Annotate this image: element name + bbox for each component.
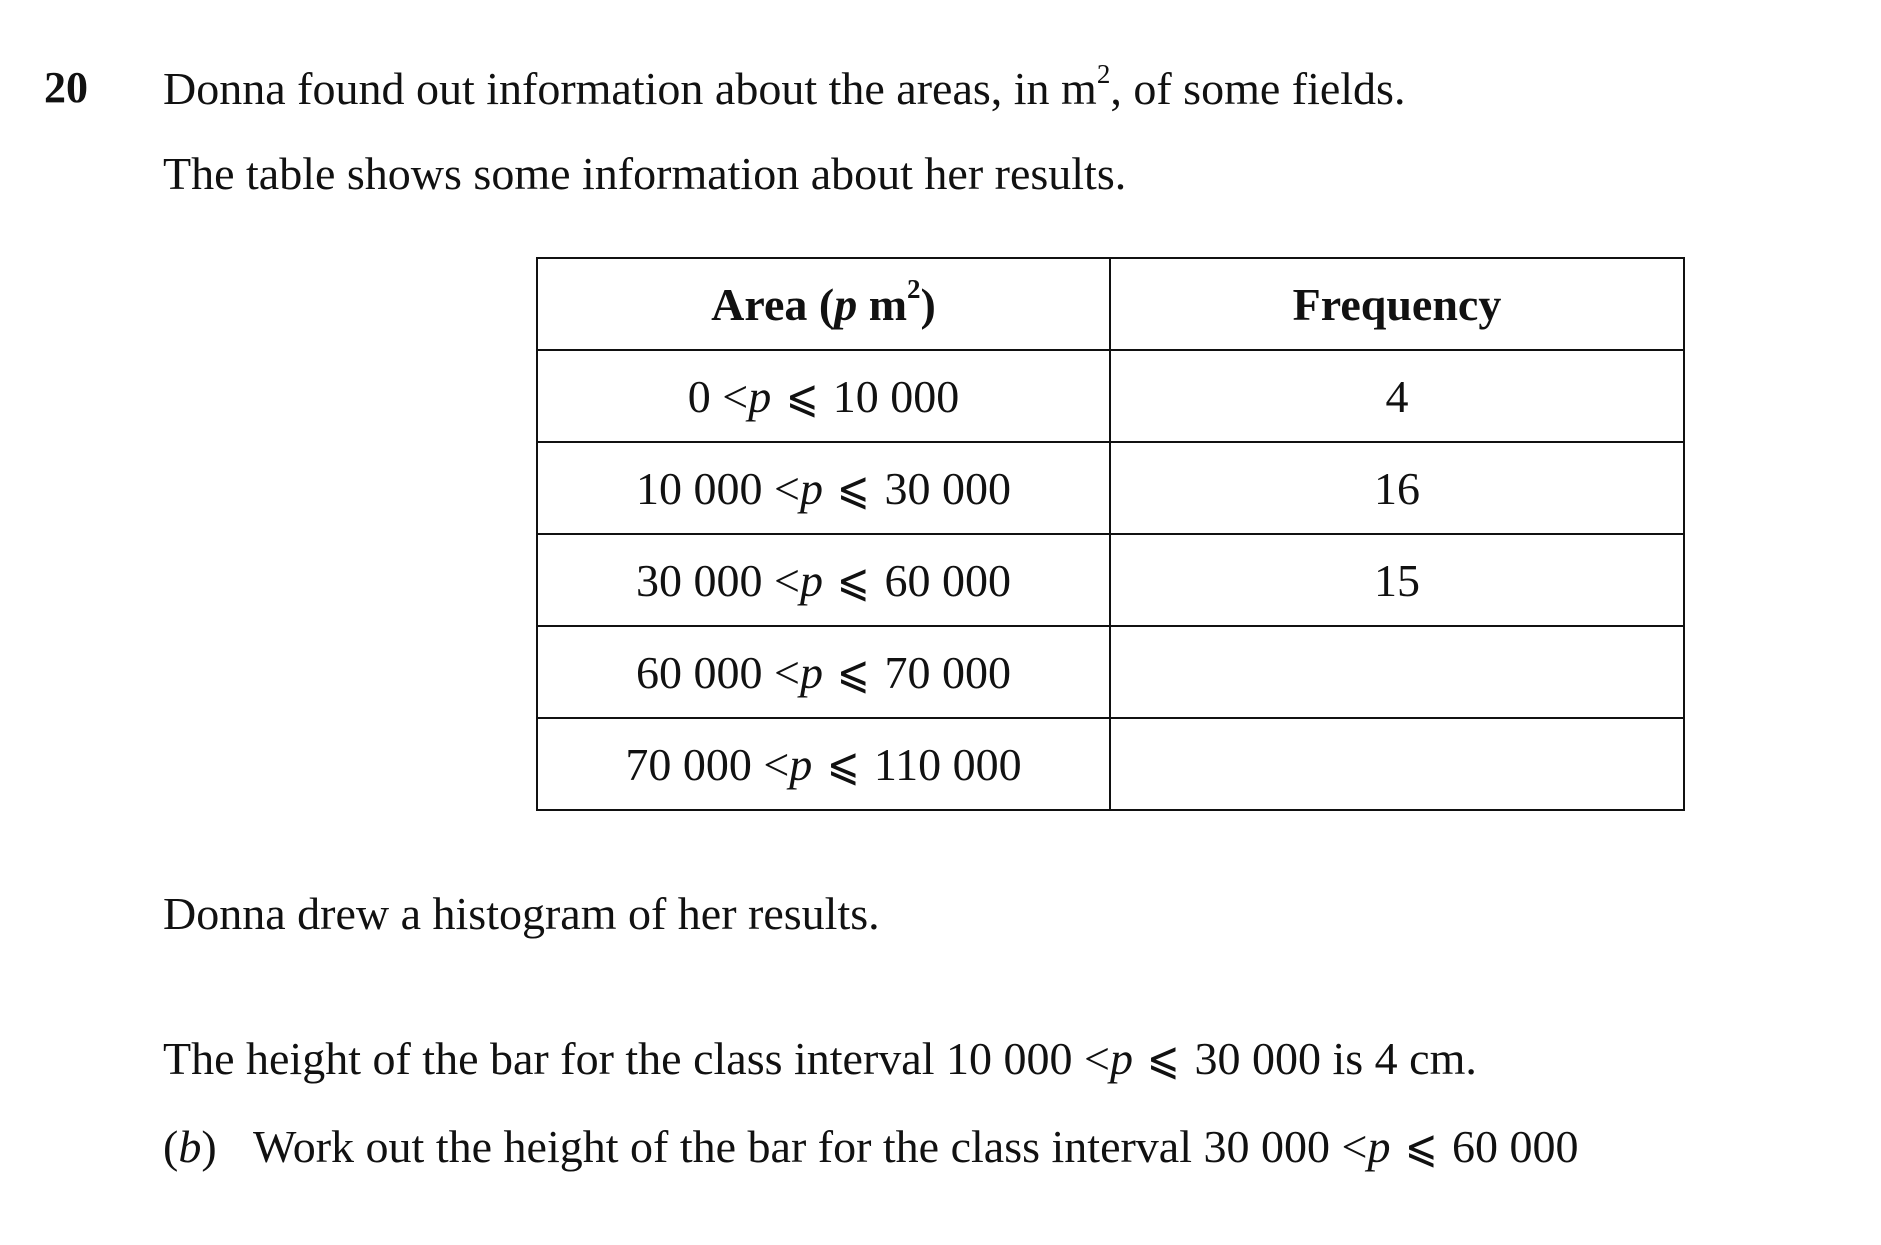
intro-line-1-text: Donna found out information about the areas, in m [163, 63, 1097, 114]
part-b-label-close: ) [201, 1121, 217, 1172]
part-b-text-end: 60 000 [1440, 1121, 1579, 1172]
less-than-symbol: < [722, 371, 749, 422]
less-or-equal-symbol: ⩽ [1147, 1033, 1181, 1084]
frequency-cell: 15 [1110, 534, 1684, 626]
frequency-cell: 4 [1110, 350, 1684, 442]
interval-upper-bound: 10 000 [832, 371, 960, 422]
interval-lower-bound: 30 000 [636, 555, 763, 606]
table-row [537, 626, 1684, 718]
table-body [537, 350, 1684, 810]
part-b-label-open: ( [163, 1121, 179, 1172]
question-number: 20 [44, 63, 88, 112]
intro-superscript: 2 [1096, 58, 1111, 89]
interval-upper-bound: 70 000 [884, 647, 1011, 698]
variable-p: p [789, 739, 813, 790]
less-than-symbol: < [763, 739, 790, 790]
intro-line-1-end: , of some fields. [1110, 63, 1406, 114]
header-area-text: Area ( [711, 278, 835, 330]
variable-p: p [1109, 1033, 1133, 1084]
header-frequency: Frequency [1110, 258, 1684, 350]
frequency-cell: 16 [1110, 442, 1684, 534]
less-or-equal-symbol: ⩽ [785, 371, 819, 422]
interval-lower-bound: 70 000 [625, 739, 752, 790]
less-or-equal-symbol: ⩽ [837, 555, 871, 606]
frequency-cell [1110, 626, 1684, 718]
intro-line-1 [163, 60, 1405, 118]
variable-p: p [799, 555, 823, 606]
table-row [537, 534, 1684, 626]
area-interval-cell [537, 718, 1110, 810]
variable-p: p [748, 371, 772, 422]
part-b-text: Work out the height of the bar for the class interval 30 000 [253, 1121, 1342, 1172]
intro-line-2: The table shows some information about her results. [163, 148, 1127, 199]
less-than-symbol: < [1341, 1121, 1368, 1172]
area-interval-cell [537, 350, 1110, 442]
interval-upper-bound: 30 000 [884, 463, 1011, 514]
interval-lower-bound: 10 000 [636, 463, 763, 514]
part-b-label-letter: b [178, 1121, 202, 1172]
header-area-superscript: 2 [907, 274, 921, 305]
variable-p: p [1367, 1121, 1391, 1172]
table-header-row [537, 258, 1684, 350]
part-b-label [163, 1118, 253, 1176]
height-statement [163, 1030, 1477, 1088]
less-or-equal-symbol: ⩽ [1404, 1121, 1438, 1172]
interval-upper-bound: 60 000 [884, 555, 1011, 606]
less-than-symbol: < [774, 647, 800, 698]
table-row [537, 350, 1684, 442]
part-b-question [163, 1118, 1579, 1176]
interval-lower-bound: 60 000 [636, 647, 763, 698]
table-row [537, 718, 1684, 810]
interval-upper-bound: 110 000 [873, 739, 1022, 790]
area-interval-cell [537, 534, 1110, 626]
less-than-symbol: < [774, 555, 800, 606]
frequency-table [536, 257, 1685, 811]
frequency-cell [1110, 718, 1684, 810]
less-than-symbol: < [774, 463, 800, 514]
area-interval-cell [537, 442, 1110, 534]
header-area-unit: m [857, 278, 908, 330]
variable-p: p [799, 647, 823, 698]
height-statement-end: 30 000 is 4 cm. [1183, 1033, 1477, 1084]
less-or-equal-symbol: ⩽ [837, 463, 871, 514]
histogram-statement: Donna drew a histogram of her results. [163, 888, 880, 939]
area-interval-cell [537, 626, 1110, 718]
interval-lower-bound: 0 [687, 371, 711, 422]
less-than-symbol: < [1084, 1033, 1110, 1084]
height-statement-text: The height of the bar for the class interval 10 000 [163, 1033, 1084, 1084]
header-area-close: ) [920, 278, 936, 330]
header-area [537, 258, 1110, 350]
table-row [537, 442, 1684, 534]
less-or-equal-symbol: ⩽ [826, 739, 860, 790]
less-or-equal-symbol: ⩽ [837, 647, 871, 698]
variable-p: p [799, 463, 823, 514]
header-area-variable: p [834, 278, 858, 330]
